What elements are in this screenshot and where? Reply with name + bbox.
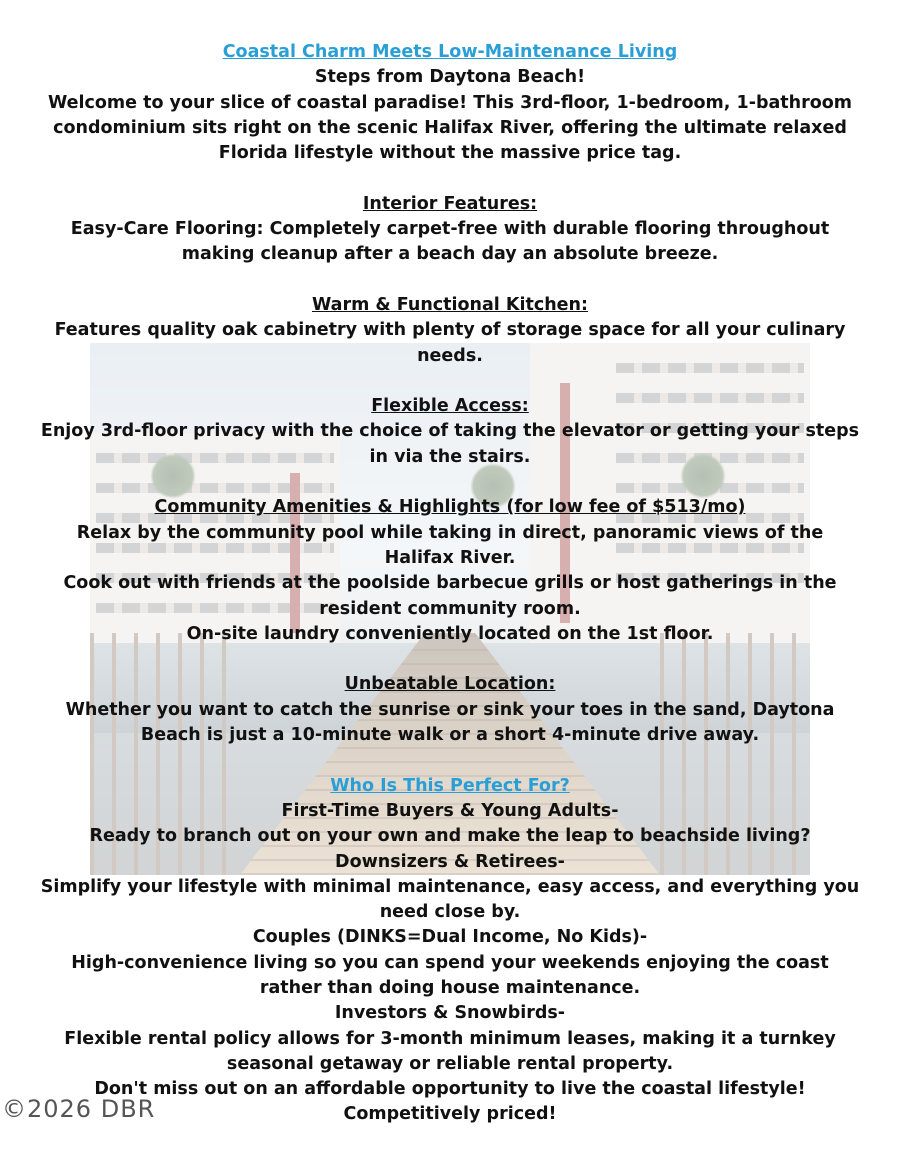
location-title: Unbeatable Location: bbox=[344, 674, 556, 695]
access-title: Flexible Access: bbox=[371, 396, 529, 417]
audience-group-name: First-Time Buyers & Young Adults- bbox=[281, 800, 619, 821]
amenities-line-pool: Relax by the community pool while taking in direct, panoramic views of the Halifax River. bbox=[76, 522, 824, 568]
audience-group-desc: Ready to branch out on your own and make the leap to beachside living? bbox=[89, 826, 811, 847]
audience-group-name: Couples (DINKS=Dual Income, No Kids)- bbox=[252, 927, 648, 948]
amenities-line-laundry: On-site laundry conveniently located on the 1st floor. bbox=[186, 623, 714, 644]
amenities-line-grills: Cook out with friends at the poolside barbecue grills or host gatherings in the resident community room. bbox=[63, 573, 837, 619]
amenities-title: Community Amenities & Highlights (for low fee of $513/mo) bbox=[154, 497, 746, 518]
copyright-watermark: ©2026 DBR bbox=[2, 1095, 156, 1123]
kitchen-title: Warm & Functional Kitchen: bbox=[311, 294, 588, 315]
listing-description bbox=[0, 40, 900, 1128]
subheading: Steps from Daytona Beach! bbox=[314, 67, 586, 88]
closing-line: Don't miss out on an affordable opportunity to live the coastal lifestyle! bbox=[94, 1079, 806, 1100]
kitchen-body: Features quality oak cabinetry with plenty of storage space for all your culinary needs. bbox=[54, 320, 846, 366]
audience-group-desc: Flexible rental policy allows for 3-month minimum leases, making it a turnkey seasonal getaway or reliable rental property. bbox=[64, 1028, 836, 1074]
interior-title: Interior Features: bbox=[362, 193, 538, 214]
location-body: Whether you want to catch the sunrise or sink your toes in the sand, Daytona Beach is just a 10-minute walk or a short 4-minute drive away. bbox=[65, 699, 835, 746]
price-note: Competitively priced! bbox=[343, 1104, 557, 1125]
interior-body: Easy-Care Flooring: Completely carpet-free with durable flooring throughout making cleanup after a beach day an absolute breeze. bbox=[70, 219, 830, 265]
access-body: Enjoy 3rd-floor privacy with the choice of taking the elevator or getting your steps in via the stairs. bbox=[40, 421, 860, 467]
intro-paragraph: Welcome to your slice of coastal paradise! This 3rd-floor, 1-bedroom, 1-bathroom condominium sits right on the scenic Halifax River, offering the ultimate relaxed Florida lifestyle without the massive price tag. bbox=[47, 92, 853, 164]
heading-link[interactable]: Coastal Charm Meets Low-Maintenance Living bbox=[222, 42, 678, 62]
audience-title-link[interactable]: Who Is This Perfect For? bbox=[330, 775, 570, 796]
audience-group-desc: Simplify your lifestyle with minimal maintenance, easy access, and everything you need close by. bbox=[40, 876, 860, 923]
audience-group-name: Investors & Snowbirds- bbox=[334, 1003, 566, 1024]
audience-group-desc: High-convenience living so you can spend your weekends enjoying the coast rather than doing house maintenance. bbox=[71, 952, 829, 998]
audience-group-name: Downsizers & Retirees- bbox=[335, 851, 565, 872]
